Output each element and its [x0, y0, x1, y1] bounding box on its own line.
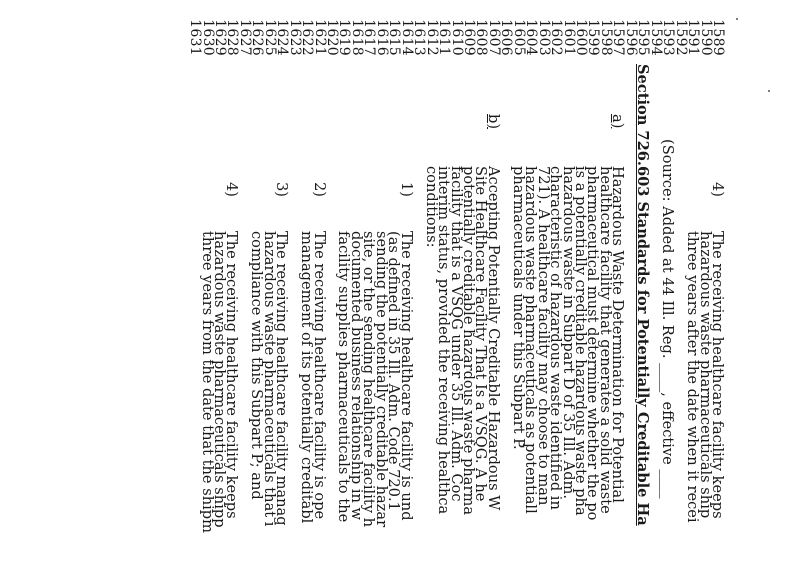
line-text: management of its potentially creditabl: [298, 231, 316, 524]
line-number: 1611: [436, 19, 453, 56]
list-marker: 4): [223, 182, 241, 197]
line-number: 1622: [299, 19, 316, 56]
line-number: 1617: [361, 19, 378, 56]
line-text: Site Healthcare Facility That Is a VSQG. A he: [472, 166, 490, 502]
line-text: The receiving healthcare facility is ope: [310, 231, 328, 520]
line-text: The receiving healthcare facility is und: [397, 231, 415, 521]
line-text: potentially creditable hazardous waste pharma: [460, 166, 477, 516]
line-number: 1591: [685, 19, 702, 56]
line-number: 1602: [548, 19, 565, 56]
line-text: pharmaceuticals under this Subpart P.: [509, 166, 527, 450]
line-text: The receiving healthcare facility keeps: [709, 231, 726, 519]
line-number: 1598: [597, 19, 614, 56]
line-number: 1629: [212, 19, 228, 56]
line-number: 1594: [647, 19, 664, 56]
line-text: The receiving healthcare facility keeps: [223, 231, 241, 519]
line-number: 1619: [336, 19, 353, 56]
line-text: pharmaceutical must determine whether the po: [584, 166, 602, 521]
list-marker: 4): [709, 182, 726, 197]
line-number: 1604: [523, 19, 540, 56]
line-text: (as defined in 35 Ill. Adm. Code 720.1: [385, 231, 403, 511]
section-heading: Section 726.603 Standards for Potentially Creditable Ha: [634, 64, 652, 526]
line-number: 1592: [672, 19, 689, 56]
line-text: hazardous waste pharmaceuticals as potentiall: [522, 166, 540, 514]
line-number: 1628: [224, 19, 241, 56]
line-number: 1596: [622, 19, 639, 56]
line-text: characteristic of hazardous waste identified in: [547, 166, 565, 510]
line-number: 1599: [585, 19, 602, 56]
line-text: documented business relationship in w: [347, 231, 365, 521]
line-number: 1616: [373, 19, 390, 56]
list-marker: b): [484, 114, 502, 130]
line-text: sending the potentially creditable hazar: [372, 231, 390, 528]
list-marker: a): [609, 114, 627, 129]
line-text: The receiving healthcare facility manag: [273, 231, 291, 526]
line-number: 1620: [324, 19, 341, 56]
line-text: facility that is a VSQG under 35 Ill. Adm. Coc: [447, 166, 465, 502]
line-text: hazardous waste pharmaceuticals that i: [260, 231, 278, 527]
line-text: healthcare facility that generates a solid waste: [596, 166, 614, 514]
line-number: 1595: [635, 19, 652, 56]
line-text: three years from the date that the shipm: [198, 231, 216, 533]
line-number: 1614: [398, 19, 415, 56]
line-number: 1630: [199, 19, 216, 56]
line-number: 1607: [485, 19, 502, 56]
line-text: hazardous waste pharmaceuticals ship: [696, 231, 714, 519]
line-number: 1605: [510, 19, 527, 56]
line-number: 1610: [448, 19, 465, 56]
source-note: (Source: Added at 44 Ill. Reg. ____, effective ____: [659, 139, 677, 499]
line-text: is a potentially creditable hazardous waste pha: [572, 166, 590, 516]
list-marker: 1): [397, 182, 415, 197]
line-number: 1606: [498, 19, 515, 56]
line-number: 1625: [261, 19, 278, 56]
line-number: 1600: [573, 19, 590, 56]
list-marker: 2): [310, 182, 328, 197]
line-number: 1631: [187, 19, 204, 56]
line-number: 1589: [710, 19, 726, 56]
line-text: 721). A healthcare facility may choose to man: [534, 166, 552, 506]
line-number: 1608: [473, 19, 490, 56]
document-lines: [0, 6, 800, 566]
line-number: 1626: [249, 19, 266, 56]
line-text: hazardous waste pharmaceuticals shipp: [211, 231, 228, 528]
line-number: 1593: [660, 19, 677, 56]
line-text: facility supplies pharmaceuticals to the: [335, 231, 353, 523]
line-text: conditions:: [422, 166, 440, 248]
line-number: 1590: [697, 19, 714, 56]
line-number: 1603: [535, 19, 552, 56]
line-number: 1613: [411, 19, 428, 56]
line-number: 1601: [560, 19, 577, 56]
line-text: Hazardous Waste Determination for Potential: [609, 166, 627, 503]
line-text: Accepting Potentially Creditable Hazardous W: [484, 166, 502, 511]
line-number: 1597: [610, 19, 627, 56]
line-number: 1624: [274, 19, 291, 56]
line-number: 1609: [461, 19, 477, 56]
line-number: 1612: [423, 19, 440, 56]
line-number: 1621: [311, 19, 328, 56]
line-text: compliance with this Subpart P; and: [248, 231, 266, 500]
line-number: 1627: [236, 19, 253, 56]
line-number: 1618: [348, 19, 365, 56]
document-line: [186, 6, 203, 566]
line-text: site, or the sending healthcare facility h: [360, 231, 378, 528]
line-number: 1623: [286, 19, 303, 56]
line-text: interim status, provided the receiving healthca: [435, 166, 453, 515]
list-marker: 3): [273, 182, 291, 197]
line-text: three years after the date when it recei: [684, 231, 702, 523]
line-number: 1615: [386, 19, 403, 56]
line-text: hazardous waste in Subpart D of 35 Ill. Adm.: [559, 166, 577, 500]
